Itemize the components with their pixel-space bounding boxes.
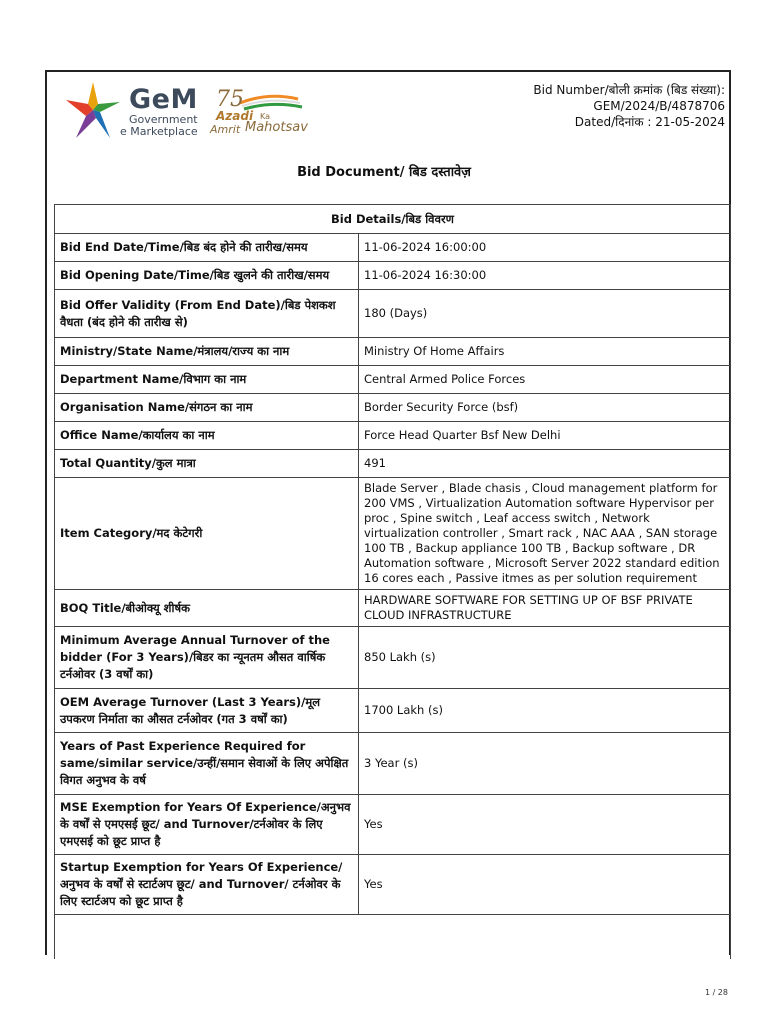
aka-ka: Ka: [260, 112, 271, 121]
gem-logo-line2: e Marketplace: [120, 125, 198, 138]
row-value: Blade Server , Blade chasis , Cloud management platform for 200 VMS , Virtualization Automation software Hypervisor per proc , Spine switch , Leaf access switch , Network virtualization controller , Smart rack , NAC AAA , SAN storage 100 TB , Backup appliance 100 TB , Backup software , DR Automation software , Microsoft Server 2022 standard edition 16 cores each , Passive itmes as per solution requirement: [359, 478, 731, 590]
row-label: Total Quantity/कुल मात्रा: [55, 450, 359, 478]
row-value: Yes: [359, 795, 731, 855]
row-value: 180 (Days): [359, 290, 731, 338]
row-label: Item Category/मद केटेगरी: [55, 478, 359, 590]
row-value: 491: [359, 450, 731, 478]
table-row: [55, 689, 731, 733]
table-row: [55, 234, 731, 262]
row-value: Ministry Of Home Affairs: [359, 338, 731, 366]
table-row: [55, 478, 731, 590]
table-heading: Bid Details/बिड विवरण: [55, 205, 731, 234]
gem-logo-line1: Government: [129, 113, 198, 126]
row-label: BOQ Title/बीओक्यू शीर्षक: [55, 590, 359, 627]
row-label: MSE Exemption for Years Of Experience/अनुभव के वर्षों से एमएसई छूट/ and Turnover/टर्नओवर के लिए एमएसई को छूट प्राप्त है: [55, 795, 359, 855]
row-label: Bid Offer Validity (From End Date)/बिड पेशकश वैधता (बंद होने की तारीख से): [55, 290, 359, 338]
page-number: 1 / 28: [704, 988, 728, 997]
azadi-ka-amrit-mahotsav-logo: [210, 87, 308, 136]
gem-star-logo-icon: [62, 80, 124, 142]
row-label: Ministry/State Name/मंत्रालय/राज्य का नाम: [55, 338, 359, 366]
gem-logo-title: GeM: [129, 84, 198, 115]
row-label: Startup Exemption for Years Of Experience/अनुभव के वर्षों से स्टार्टअप छूट/ and Turnover/ टर्नओवर के लिए स्टार्टअप को छूट प्राप्त है: [55, 855, 359, 915]
table-continuation: [54, 909, 731, 959]
row-label: Bid Opening Date/Time/बिड खुलने की तारीख/समय: [55, 262, 359, 290]
aka-azadi: Azadi: [216, 109, 254, 123]
bid-info: [533, 82, 725, 130]
row-value: Central Armed Police Forces: [359, 366, 731, 394]
gem-logo: [62, 80, 212, 142]
row-value: Border Security Force (bsf): [359, 394, 731, 422]
bid-details-table: [54, 204, 731, 915]
table-row: [55, 422, 731, 450]
bid-date: Dated/दिनांक : 21-05-2024: [574, 115, 725, 129]
document-title: Bid Document/ बिड दस्तावेज़: [297, 165, 471, 180]
row-value: 3 Year (s): [359, 733, 731, 795]
table-row: [55, 290, 731, 338]
row-value: 850 Lakh (s): [359, 627, 731, 689]
row-label: Minimum Average Annual Turnover of the bidder (For 3 Years)/बिडर का न्यूनतम औसत वार्षिक टर्नओवर (3 वर्षों का): [55, 627, 359, 689]
bid-number: GEM/2024/B/4878706: [593, 99, 725, 113]
row-value: Force Head Quarter Bsf New Delhi: [359, 422, 731, 450]
table-row: [55, 450, 731, 478]
table-row: [55, 627, 731, 689]
row-label: Department Name/विभाग का नाम: [55, 366, 359, 394]
row-label: OEM Average Turnover (Last 3 Years)/मूल उपकरण निर्माता का औसत टर्नओवर (गत 3 वर्षों का): [55, 689, 359, 733]
row-label: Office Name/कार्यालय का नाम: [55, 422, 359, 450]
row-label: Bid End Date/Time/बिड बंद होने की तारीख/समय: [55, 234, 359, 262]
row-value: 11-06-2024 16:00:00: [359, 234, 731, 262]
row-label: Organisation Name/संगठन का नाम: [55, 394, 359, 422]
table-heading-row: [55, 205, 731, 234]
aka-75: 75: [216, 87, 244, 112]
table-row: [55, 795, 731, 855]
table-row: [55, 338, 731, 366]
row-value: HARDWARE SOFTWARE FOR SETTING UP OF BSF PRIVATE CLOUD INFRASTRUCTURE: [359, 590, 731, 627]
table-row: [55, 855, 731, 915]
row-label: Years of Past Experience Required for same/similar service/उन्हीं/समान सेवाओं के लिए अपेक्षित विगत अनुभव के वर्ष: [55, 733, 359, 795]
row-value: 11-06-2024 16:30:00: [359, 262, 731, 290]
aka-mahotsav: Mahotsav: [245, 120, 308, 135]
aka-amrit: Amrit: [210, 123, 241, 136]
row-value: Yes: [359, 855, 731, 915]
table-row: [55, 262, 731, 290]
table-row: [55, 590, 731, 627]
row-value: 1700 Lakh (s): [359, 689, 731, 733]
page-border-left: [45, 70, 47, 955]
page-border-top: [45, 70, 731, 72]
table-row: [55, 366, 731, 394]
table-row: [55, 394, 731, 422]
table-row: [55, 733, 731, 795]
bid-number-label: Bid Number/बोली क्रमांक (बिड संख्या):: [533, 83, 725, 97]
